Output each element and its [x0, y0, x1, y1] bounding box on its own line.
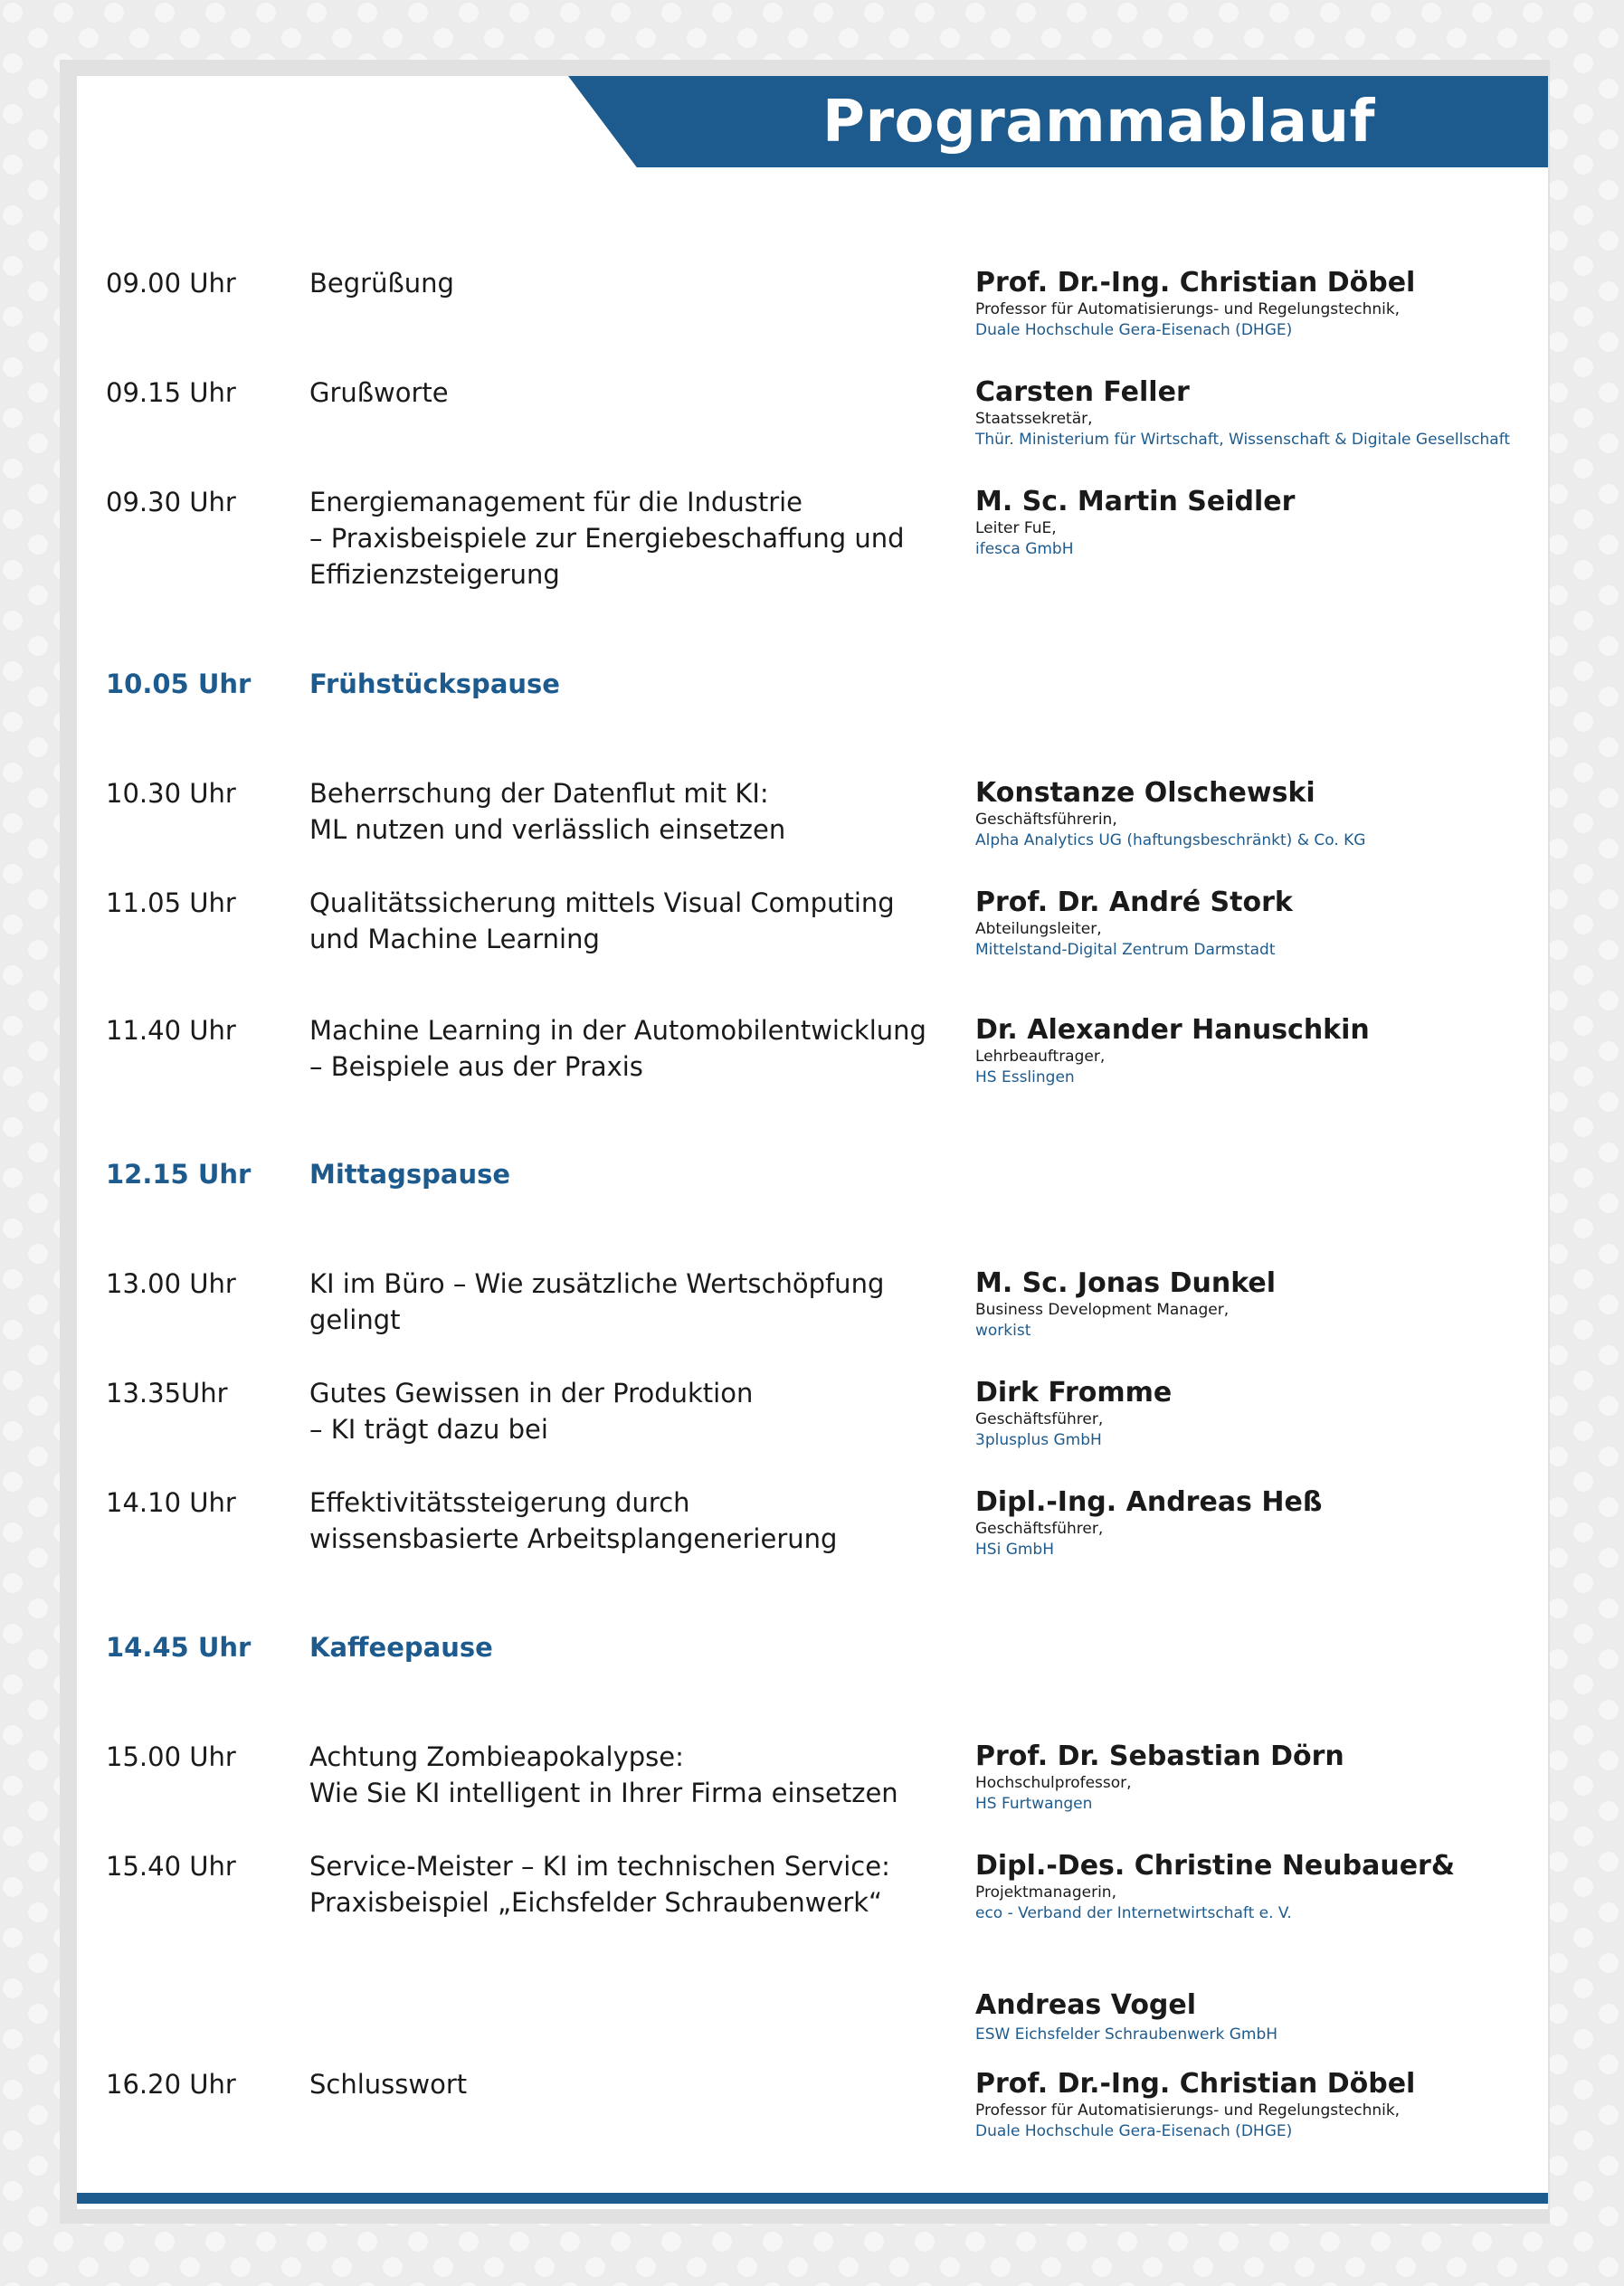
- speaker: [975, 265, 1554, 341]
- speaker-org: Mittelstand-Digital Zentrum Darmstadt: [975, 941, 1276, 959]
- speaker-name: Prof. Dr. Sebastian Dörn: [975, 1741, 1344, 1772]
- speaker-name: Dipl.-Des. Christine Neubauer&: [975, 1850, 1456, 1882]
- speaker: [975, 375, 1554, 451]
- speaker-name: Andreas Vogel: [975, 1989, 1197, 2021]
- agenda-time: 16.20 Uhr: [106, 2069, 236, 2100]
- speaker-role: Geschäftsführerin,: [975, 811, 1117, 829]
- speaker-org: workist: [975, 1322, 1031, 1340]
- agenda-time: 09.30 Uhr: [106, 487, 236, 517]
- speaker-name: Dirk Fromme: [975, 1377, 1173, 1409]
- speaker: [975, 1375, 1554, 1451]
- agenda-time: 10.05 Uhr: [106, 669, 252, 699]
- agenda-time: 10.30 Uhr: [106, 778, 236, 809]
- agenda-topic: Begrüßung: [309, 268, 454, 299]
- agenda-topic: Gutes Gewissen in der Produktion – KI trägt dazu bei: [309, 1378, 754, 1445]
- speaker-name: M. Sc. Martin Seidler: [975, 486, 1296, 517]
- speaker-org: Alpha Analytics UG (haftungsbeschränkt) & Co. KG: [975, 831, 1366, 849]
- speaker-org: Duale Hochschule Gera-Eisenach (DHGE): [975, 2122, 1293, 2140]
- agenda-time: 11.05 Uhr: [106, 887, 236, 918]
- speaker: [975, 1266, 1554, 1342]
- agenda-time: 13.35Uhr: [106, 1378, 228, 1409]
- speaker: [975, 484, 1554, 560]
- speaker-role: Professor für Automatisierungs- und Regelungstechnik,: [975, 2101, 1401, 2120]
- speaker-role: Abteilungsleiter,: [975, 920, 1102, 938]
- break-label: Mittagspause: [309, 1159, 511, 1190]
- speaker-org: Thür. Ministerium für Wirtschaft, Wissenschaft & Digitale Gesellschaft: [975, 431, 1511, 449]
- speaker: [975, 775, 1554, 851]
- agenda-topic: KI im Büro – Wie zusätzliche Wertschöpfung gelingt: [309, 1268, 885, 1335]
- speaker-role: Projektmanagerin,: [975, 1883, 1116, 1902]
- speaker-role: Leiter FuE,: [975, 519, 1057, 537]
- speaker: [975, 885, 1554, 961]
- speaker-name: Dipl.-Ing. Andreas Heß: [975, 1486, 1323, 1518]
- agenda-time: 13.00 Uhr: [106, 1268, 236, 1299]
- speaker-org: HS Furtwangen: [975, 1795, 1093, 1813]
- speaker: [975, 1848, 1554, 2045]
- speaker-role: Staatssekretär,: [975, 410, 1093, 428]
- agenda-topic: Schlusswort: [309, 2069, 468, 2100]
- agenda-time: 15.00 Uhr: [106, 1741, 236, 1772]
- agenda-topic: Machine Learning in der Automobilentwicklung – Beispiele aus der Praxis: [309, 1015, 926, 1082]
- agenda-time: 15.40 Uhr: [106, 1851, 236, 1882]
- speaker: [975, 1012, 1554, 1088]
- footer-bar: [77, 2193, 1548, 2204]
- page-title: Programmablauf: [822, 88, 1375, 156]
- speaker-role: Professor für Automatisierungs- und Regelungstechnik,: [975, 300, 1401, 318]
- second-speaker: [975, 1987, 1554, 2045]
- speaker-org: 3plusplus GmbH: [975, 1431, 1102, 1449]
- agenda-topic: Qualitätssicherung mittels Visual Computing und Machine Learning: [309, 887, 895, 954]
- agenda-time: 11.40 Uhr: [106, 1015, 236, 1046]
- speaker-org: Duale Hochschule Gera-Eisenach (DHGE): [975, 321, 1293, 339]
- agenda-time: 14.10 Uhr: [106, 1487, 236, 1518]
- agenda-topic: Service-Meister – KI im technischen Service: Praxisbeispiel „Eichsfelder Schraubenwerk“: [309, 1851, 890, 1918]
- speaker-role: Business Development Manager,: [975, 1301, 1230, 1319]
- break-label: Frühstückspause: [309, 669, 560, 699]
- speaker-org: HSi GmbH: [975, 1541, 1055, 1559]
- agenda-time: 12.15 Uhr: [106, 1159, 252, 1190]
- speaker-role: Geschäftsführer,: [975, 1520, 1104, 1538]
- agenda-topic: Beherrschung der Datenflut mit KI: ML nutzen und verlässlich einsetzen: [309, 778, 786, 845]
- agenda-time: 14.45 Uhr: [106, 1632, 252, 1663]
- speaker-name: Konstanze Olschewski: [975, 777, 1315, 809]
- speaker: [975, 1484, 1554, 1560]
- speaker-org: eco - Verband der Internetwirtschaft e. V.: [975, 1904, 1292, 1922]
- speaker-name: Carsten Feller: [975, 376, 1190, 408]
- agenda-topic: Achtung Zombieapokalypse: Wie Sie KI intelligent in Ihrer Firma einsetzen: [309, 1741, 898, 1808]
- speaker-org: ESW Eichsfelder Schraubenwerk GmbH: [975, 2025, 1278, 2044]
- agenda-topic: Grußworte: [309, 377, 449, 408]
- speaker-name: M. Sc. Jonas Dunkel: [975, 1267, 1276, 1299]
- speaker-role: Lehrbeauftrager,: [975, 1048, 1106, 1066]
- speaker-name: Prof. Dr.-Ing. Christian Döbel: [975, 267, 1416, 299]
- agenda-topic: Effektivitätssteigerung durch wissensbasierte Arbeitsplangenerierung: [309, 1487, 838, 1554]
- agenda-time: 09.00 Uhr: [106, 268, 236, 299]
- speaker-name: Dr. Alexander Hanuschkin: [975, 1014, 1370, 1046]
- agenda-time: 09.15 Uhr: [106, 377, 236, 408]
- break-label: Kaffeepause: [309, 1632, 493, 1663]
- speaker-org: ifesca GmbH: [975, 540, 1074, 558]
- speaker-name: Prof. Dr.-Ing. Christian Döbel: [975, 2068, 1416, 2100]
- speaker-role: Geschäftsführer,: [975, 1410, 1104, 1428]
- speaker: [975, 2066, 1554, 2142]
- agenda-topic: Energiemanagement für die Industrie – Praxisbeispiele zur Energiebeschaffung und Effizienzsteigerung: [309, 487, 905, 590]
- speaker-name: Prof. Dr. André Stork: [975, 887, 1293, 918]
- speaker-org: HS Esslingen: [975, 1068, 1075, 1086]
- speaker: [975, 1739, 1554, 1815]
- speaker-role: Hochschulprofessor,: [975, 1774, 1132, 1792]
